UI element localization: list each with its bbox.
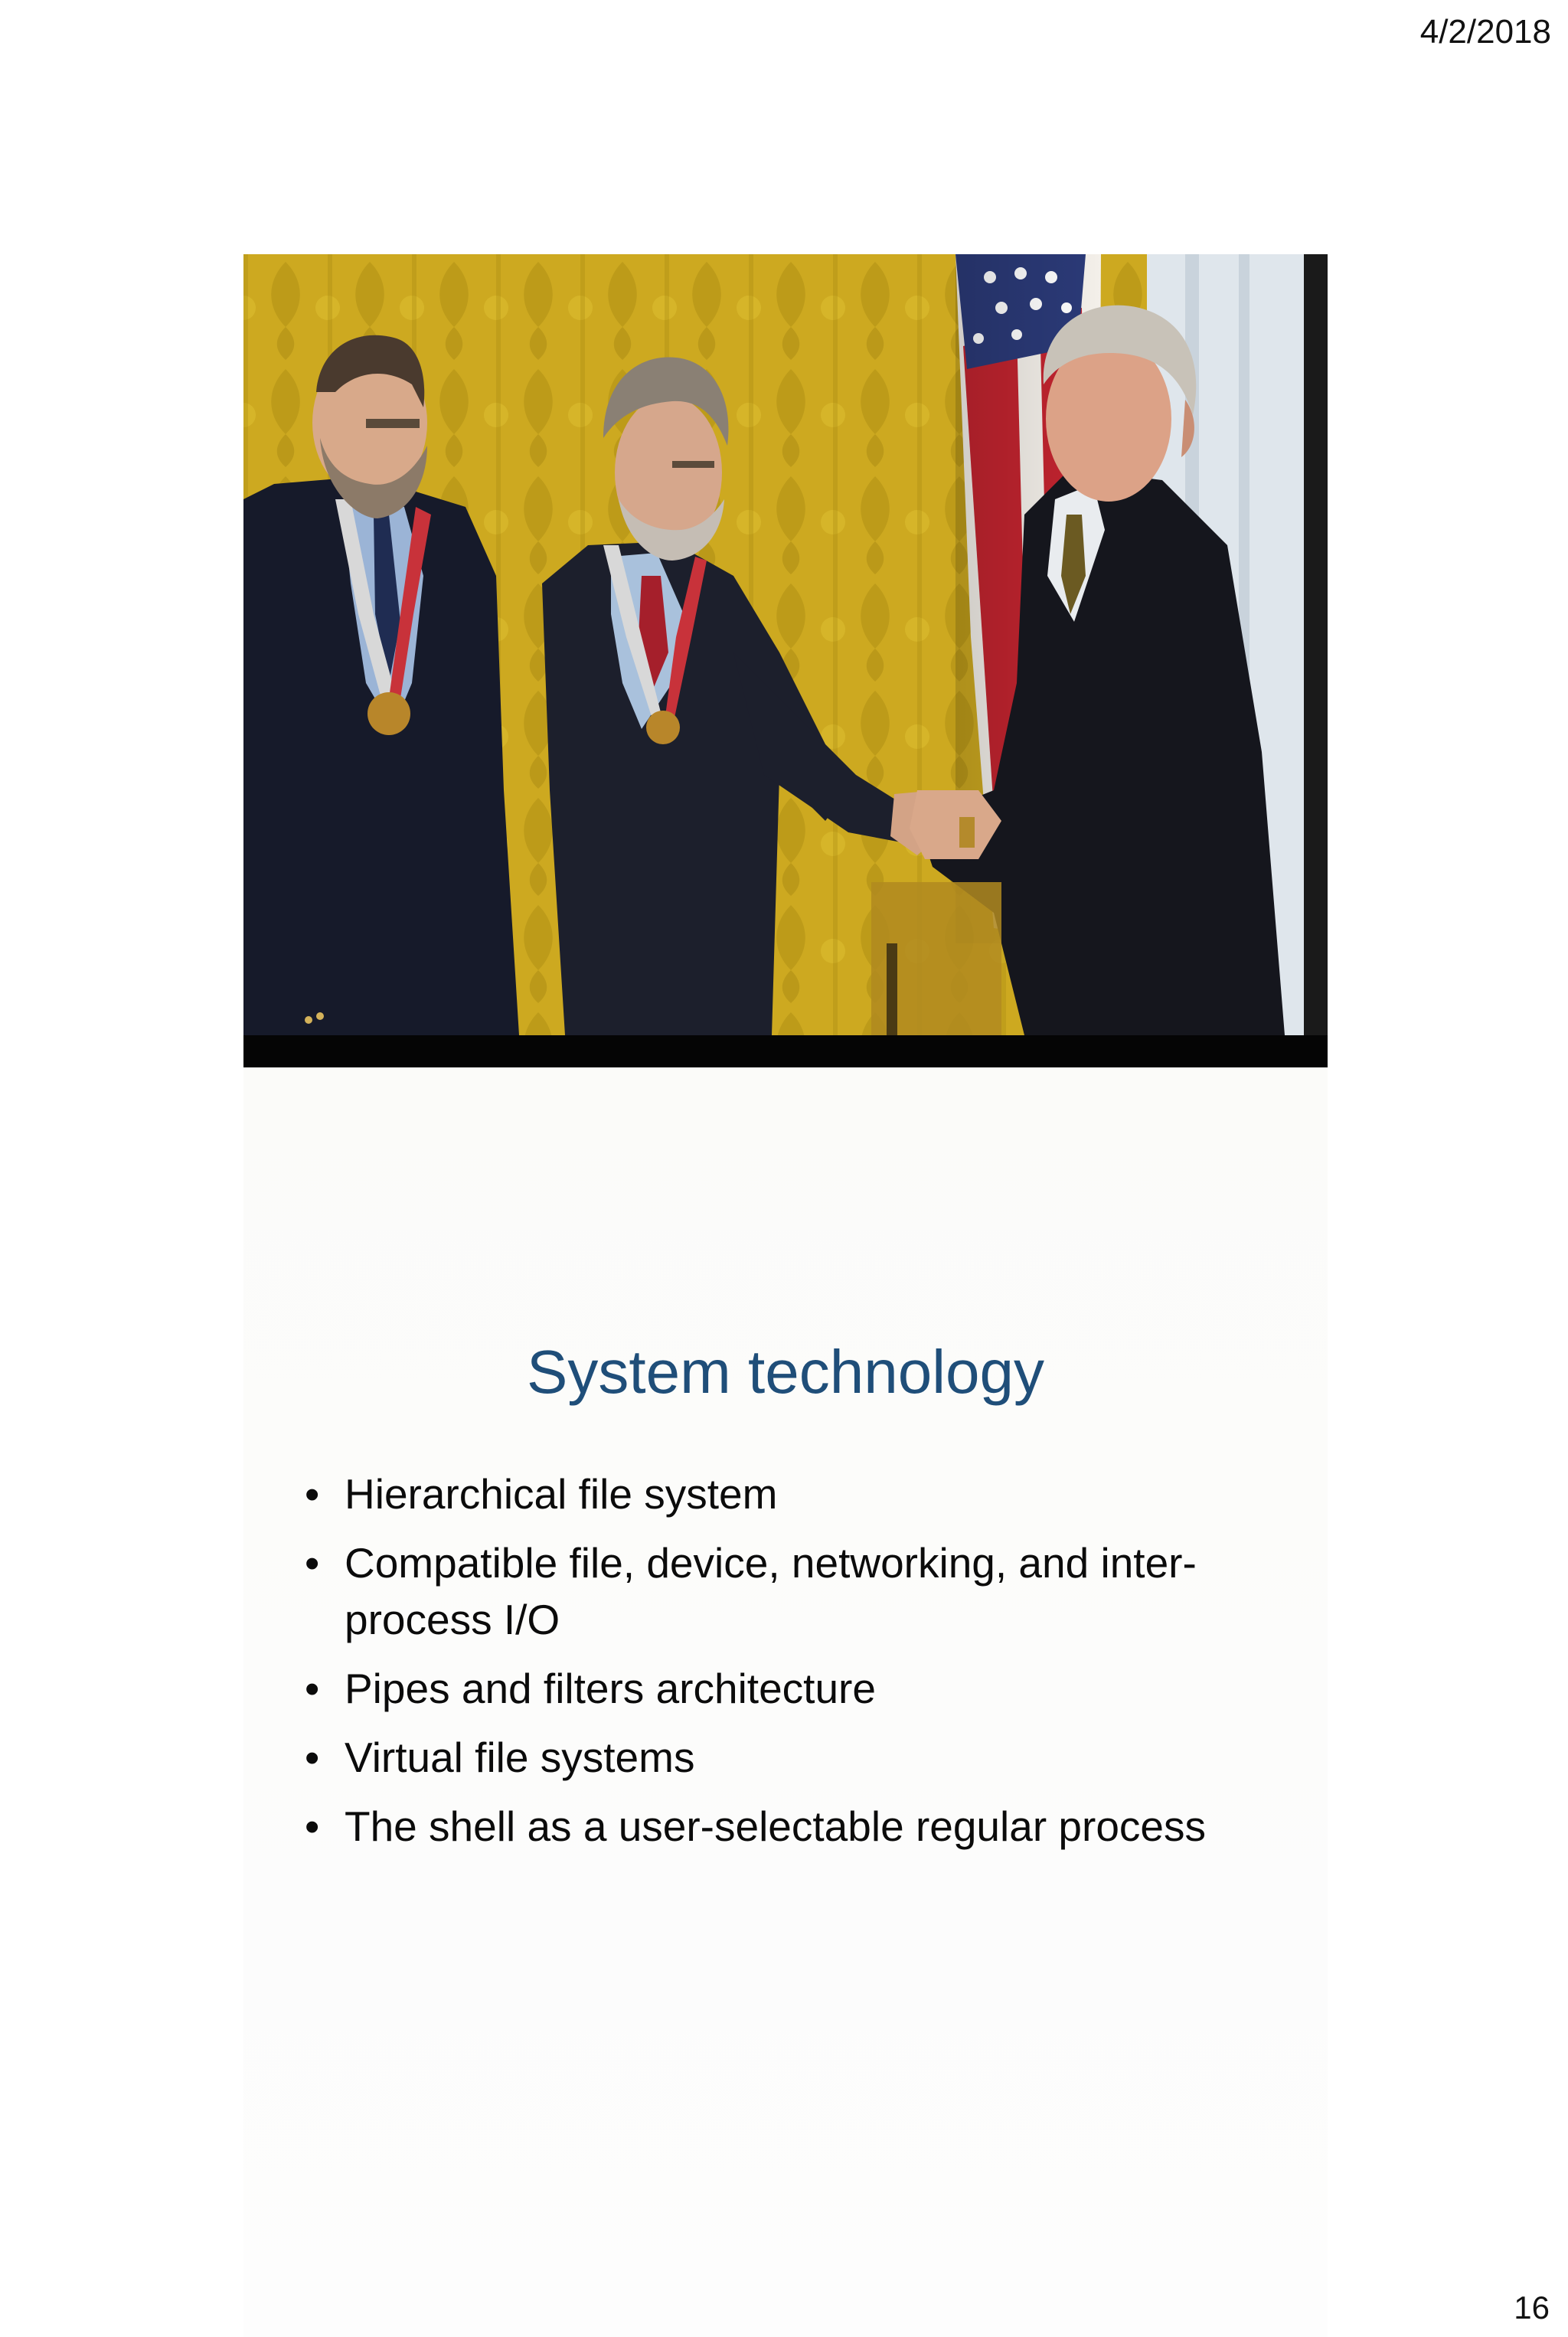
page-date: 4/2/2018	[1419, 13, 1551, 51]
list-item	[303, 1660, 1268, 1717]
photo-slide	[243, 254, 1328, 1067]
text-slide	[243, 1067, 1328, 2337]
bullet-icon: •	[305, 1665, 320, 1712]
list-item	[303, 1798, 1268, 1855]
list-item	[303, 1729, 1268, 1786]
bullet-icon: •	[305, 1803, 320, 1850]
bullet-text: Pipes and filters architecture	[345, 1665, 876, 1712]
bullet-list	[303, 1466, 1268, 1867]
bullet-text: Virtual file systems	[345, 1734, 695, 1781]
bullet-icon: •	[305, 1539, 320, 1587]
bullet-text: Hierarchical file system	[345, 1470, 778, 1518]
page-number: 16	[1514, 2290, 1550, 2326]
bullet-icon: •	[305, 1470, 320, 1518]
list-item	[303, 1535, 1268, 1648]
bullet-icon: •	[305, 1734, 320, 1781]
bullet-text: The shell as a user-selectable regular process	[345, 1803, 1207, 1850]
handshake-photo	[243, 254, 1328, 1067]
slide-title: System technology	[527, 1338, 1044, 1406]
bullet-text: Compatible file, device, networking, and inter-process I/O	[345, 1539, 1197, 1643]
list-item	[303, 1466, 1268, 1522]
